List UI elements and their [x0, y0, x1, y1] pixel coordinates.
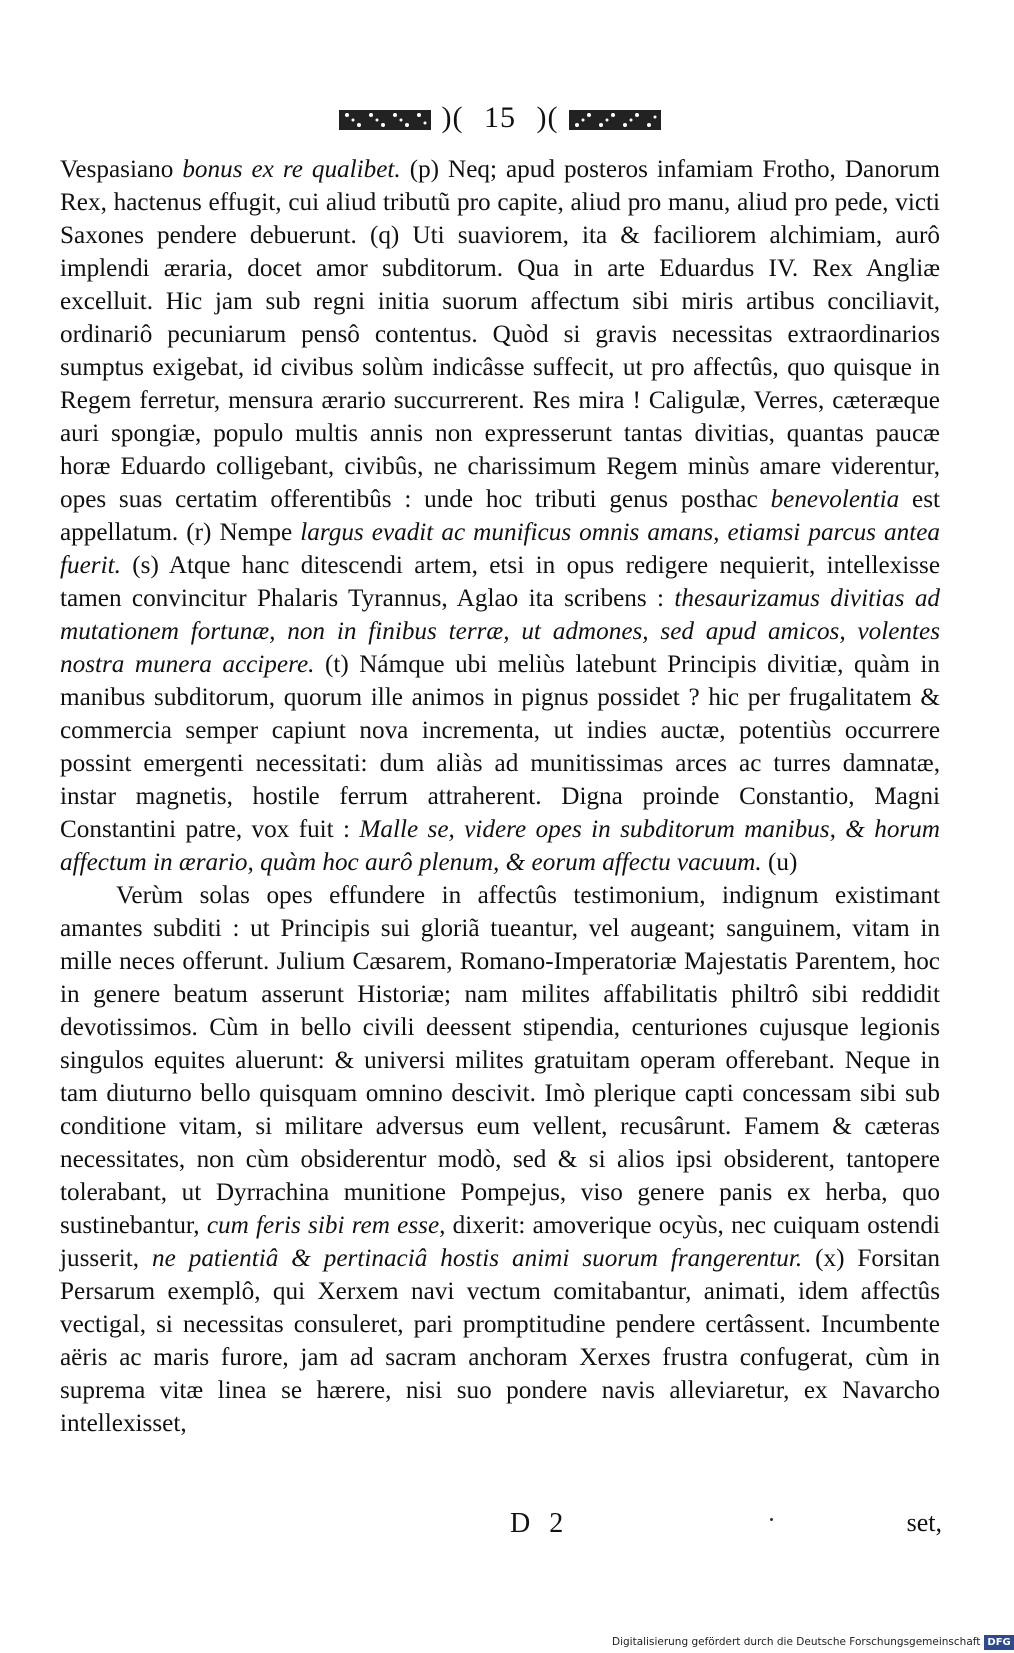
page-header [0, 98, 1000, 138]
page-number: 15 [484, 101, 516, 134]
signature-mark: D 2 [510, 1508, 570, 1539]
right-ornament-icon [567, 107, 663, 133]
digitization-credit [612, 1631, 1011, 1653]
paragraph-2: Verùm solas opes effundere in affectûs testimonium, indignum existimant amantes subditi : ut Principis sui gloriã tueantur, vel augeant; sanguinem, vitam in mille neces offerunt. Julium Cæsarem, Romano-Imperatoriæ Majestatis Parentem, hoc in genere beatum asserunt Historiæ; nam milites affabilitatis philtrô sibi reddidit devotissimos. Cùm in bello civili deessent stipendia, centuriones cujusque legionis singulos equites aluerunt: & universi milites gratuitam operam offerebant. Neque in tam diuturno bello quisquam omnino descivit. Imò plerique capti concessam sibi sub conditione vitam, si militare adversus eum vellent, recusârunt. Famem & cæteras necessitates, non cùm obsiderentur modò, sed & si alios ipsi obsiderent, tantopere tolerabant, ut Dyrrachina munitione Pompejus, viso genere panis ex herba, quo sustinebantur, cum feris sibi rem esse, dixerit: amoverique ocyùs, nec cuiquam ostendi jusserit, ne patientiâ & pertinaciâ hostis animi suorum frangerentur. (x) Forsitan Persarum exemplô, qui Xerxem navi vectum comitabantur, animati, idem affectûs vectigal, si necessitas consuleret, pari promptitudine pendere certâssent. Incumbente aëris ac maris furore, jam ad sacram anchoram Xerxes frustra confugerat, cùm in suprema vitæ linea se hærere, nisi suo pondere navis alleviaretur, ex Navarcho intellexisset, [60, 882, 940, 1437]
credit-text: Digitalisierung gefördert durch die Deutsche Forschungsgemeinschaft [612, 1636, 981, 1648]
right-bracket: )( [536, 101, 559, 134]
left-bracket: )( [441, 101, 464, 134]
speck [770, 1518, 773, 1521]
catchword: set, [906, 1508, 942, 1537]
dfg-logo-icon: DFG [984, 1635, 1013, 1650]
left-ornament-icon [337, 107, 433, 133]
paragraph-1: Vespasiano bonus ex re qualibet. (p) Neq; apud posteros infamiam Frotho, Danorum Rex, hactenus effugit, cui aliud tributũ pro capite, aliud pro manu, aliud pro pede, victi Saxones pendere debuerunt. (q) Uti suaviorem, ita & faciliorem alchimiam, aurô implendi ærariа, docet amor subditorum. Qua in arte Eduardus IV. Rex Angliæ excelluit. Hic jam sub regni initia suorum affectum sibi miris artibus conciliavit, ordinariô pecuniarum pensô contentus. Quòd si gravis necessitas extraordinarios sumptus exigebat, id civibus solùm indicâsse suffecit, ut pro affectûs, quo quisque in Regem ferretur, mensura ærario succurrerent. Res mira ! Caligulæ, Verres, cæteræque auri spongiæ, populo multis annis non expresserunt tantas divitias, quantas paucæ horæ Eduardo colligebant, civibûs, ne charissimum Regem minùs amare viderentur, opes suas certatim offerentibûs : unde hoc tributi genus posthac benevolentia est appellatum. (r) Nempe largus evadit ac munificus omnis amans, etiamsi parcus antea fuerit. (s) Atque hanc ditescendi artem, etsi in opus redigere nequierit, intellexisse tamen convincitur Phalaris Tyrannus, Aglao ita scribens : thesaurizamus divitias ad mutationem fortunæ, non in finibus terræ, ut admones, sed apud amicos, volentes nostra munera accipere. (t) Námque ubi meliùs latebunt Principis divitiæ, quàm in manibus subditorum, quorum ille animos in pignus possidet ? hic per frugalitatem & commercia semper capiunt nova incrementa, ut indies auctæ, potentiùs occurrere possint emergenti necessitati: dum aliàs ad munitissimas arces ac turres damnatæ, instar magnetis, hostile ferrum attraherent. Digna proinde Constantio, Magni Constantini patre, vox fuit : Malle se, videre opes in subditorum manibus, & horum affectum in ærario, quàm hoc aurô plenum, & eorum affectu vacuum. (u) [60, 156, 941, 876]
body-text [60, 153, 940, 1440]
